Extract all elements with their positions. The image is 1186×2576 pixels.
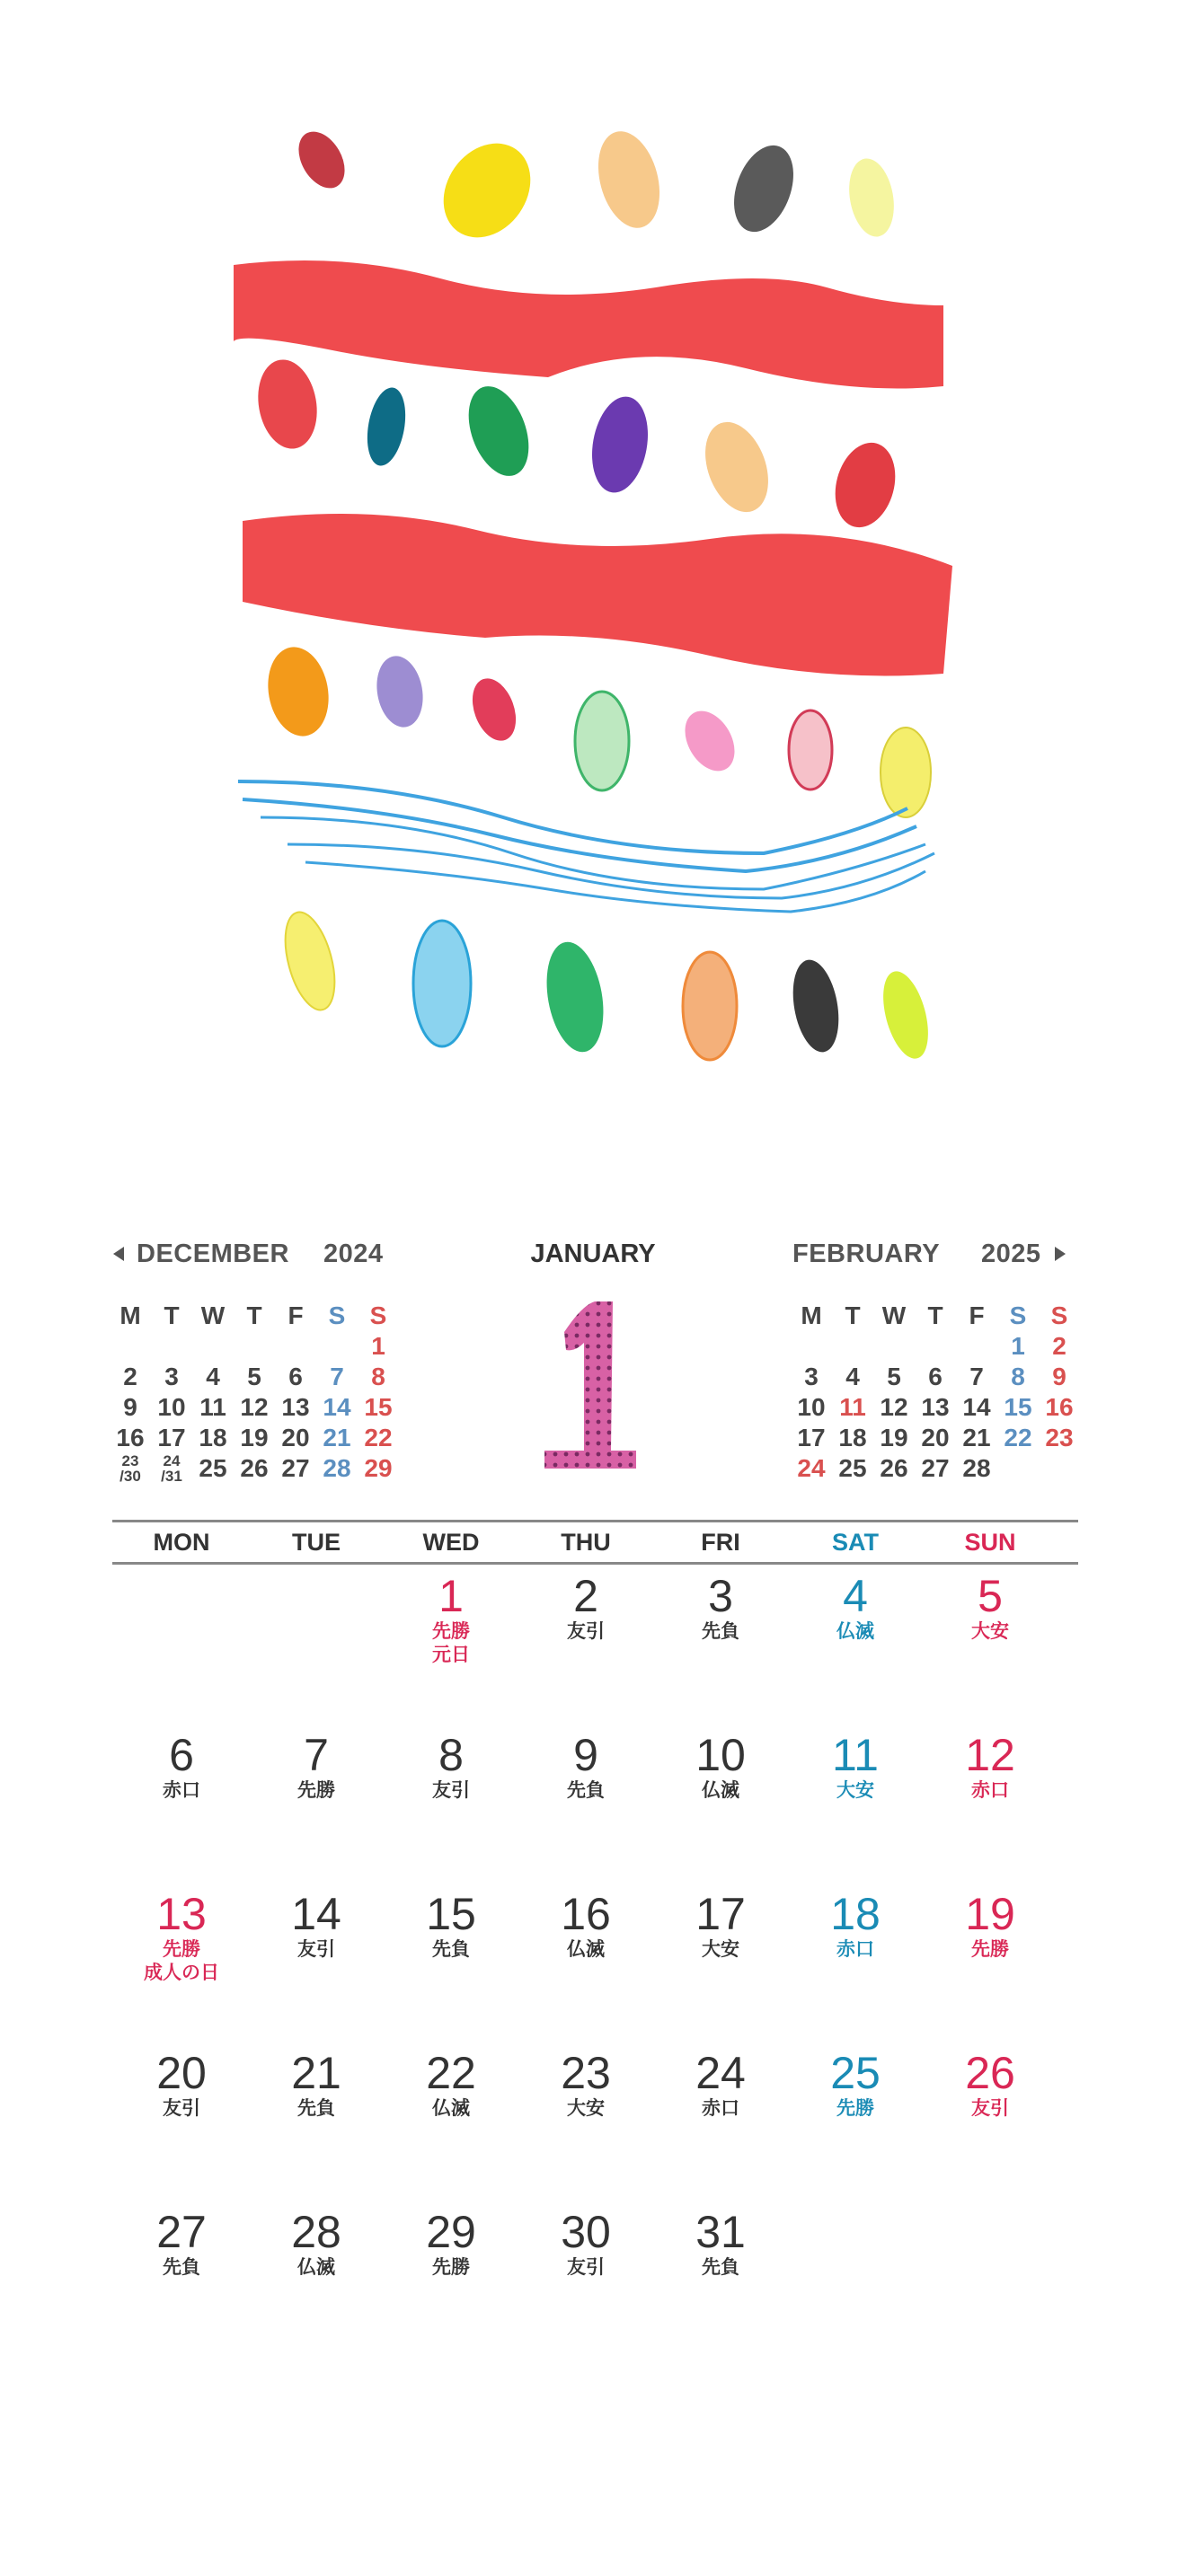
mini-weekday-label: W (200, 1301, 226, 1329)
mini-day: 11 (839, 1393, 866, 1421)
day-number: 16 (561, 1889, 611, 1939)
day-cell[interactable] (788, 2049, 923, 2121)
day-cell[interactable] (653, 1572, 788, 1644)
rokuyo-label: 友引 (971, 2098, 1009, 2119)
rokuyo-label: 仏滅 (836, 1621, 874, 1642)
mini-day: 22 (1004, 1424, 1032, 1451)
day-number: 5 (978, 1571, 1003, 1621)
mini-day: 20 (281, 1424, 310, 1451)
mini-day: 2 (123, 1363, 137, 1390)
mini-weekday-label: T (845, 1301, 861, 1329)
day-number: 14 (291, 1889, 341, 1939)
mini-day: 24 /31 (161, 1452, 182, 1485)
day-cell[interactable] (653, 1890, 788, 1962)
current-month-title: JANUARY (530, 1239, 656, 1268)
rokuyo-label: 友引 (163, 2098, 200, 2119)
day-cell[interactable] (384, 2049, 518, 2121)
mini-day: 7 (330, 1363, 344, 1390)
day-cell[interactable] (384, 1572, 518, 1667)
mini-day: 25 (199, 1454, 227, 1482)
mini-day: 17 (797, 1424, 826, 1451)
mini-day: 14 (323, 1393, 351, 1421)
mini-calendar-header (791, 1238, 1177, 1274)
mini-day: 28 (962, 1454, 991, 1482)
day-cell[interactable] (114, 1890, 249, 1985)
rokuyo-label: 大安 (702, 1939, 739, 1960)
day-number: 15 (426, 1889, 476, 1939)
mini-day: 4 (845, 1363, 860, 1390)
mini-day: 19 (880, 1424, 908, 1451)
rokuyo-label: 先負 (163, 2257, 200, 2278)
rokuyo-label: 先負 (432, 1939, 470, 1960)
mini-weekday-label: M (801, 1301, 822, 1329)
day-number: 23 (561, 2048, 611, 2098)
mini-day: 2 (1052, 1332, 1067, 1360)
mini-day: 6 (288, 1363, 303, 1390)
day-cell[interactable] (518, 2049, 653, 2121)
mini-day: 26 (240, 1454, 269, 1482)
day-cell[interactable] (518, 1731, 653, 1803)
weekday-label: FRI (701, 1529, 740, 1556)
day-number: 10 (695, 1730, 746, 1780)
day-number: 27 (156, 2207, 207, 2257)
mini-day: 18 (199, 1424, 227, 1451)
mini-day: 3 (164, 1363, 179, 1390)
rokuyo-label: 先勝 (432, 1621, 470, 1642)
mini-day: 15 (364, 1393, 393, 1421)
rokuyo-label: 仏滅 (432, 2098, 470, 2119)
day-cell[interactable] (249, 1731, 384, 1803)
day-cell[interactable] (653, 2208, 788, 2280)
mini-day: 5 (247, 1363, 261, 1390)
mini-day: 27 (281, 1454, 310, 1482)
rokuyo-label: 赤口 (702, 2098, 739, 2119)
weekday-label: SUN (964, 1529, 1016, 1556)
rokuyo-label: 赤口 (163, 1780, 200, 1801)
weekday-label: WED (422, 1529, 480, 1556)
mini-day: 25 (838, 1454, 867, 1482)
mini-day: 11 (199, 1393, 226, 1421)
mini-day: 22 (364, 1424, 393, 1451)
day-cell[interactable] (518, 1890, 653, 1962)
mini-day: 26 (880, 1454, 908, 1482)
mini-day: 17 (157, 1424, 186, 1451)
holiday-label: 元日 (432, 1645, 470, 1665)
mini-day: 9 (1052, 1363, 1067, 1390)
artwork-image (207, 99, 997, 1087)
day-number: 13 (156, 1889, 207, 1939)
next-month-arrow-icon[interactable] (1055, 1247, 1066, 1261)
rokuyo-label: 先勝 (971, 1939, 1009, 1960)
weekday-label: SAT (832, 1529, 879, 1556)
mini-day: 9 (123, 1393, 137, 1421)
mini-day: 10 (797, 1393, 826, 1421)
mini-day: 5 (887, 1363, 901, 1390)
rokuyo-label: 先負 (702, 2257, 739, 2278)
day-cell[interactable] (788, 1572, 923, 1644)
day-number: 11 (832, 1730, 879, 1780)
mini-weekday-label: T (246, 1301, 262, 1329)
rokuyo-label: 友引 (567, 1621, 605, 1642)
mini-day: 20 (921, 1424, 950, 1451)
rokuyo-label: 仏滅 (297, 2257, 335, 2278)
rokuyo-label: 先負 (702, 1621, 739, 1642)
day-cell[interactable] (923, 1572, 1058, 1644)
mini-day: 6 (928, 1363, 943, 1390)
mini-day: 16 (1045, 1393, 1074, 1421)
mini-day: 7 (969, 1363, 984, 1390)
mini-day: 3 (804, 1363, 819, 1390)
mini-year: 2024 (323, 1239, 384, 1268)
mini-day: 8 (371, 1363, 385, 1390)
day-cell[interactable] (384, 2208, 518, 2280)
mini-day: 29 (364, 1454, 393, 1482)
day-cell[interactable] (114, 2049, 249, 2121)
day-number: 18 (830, 1889, 881, 1939)
rokuyo-label: 先負 (297, 2098, 335, 2119)
rokuyo-label: 仏滅 (702, 1780, 739, 1801)
mini-day: 12 (240, 1393, 269, 1421)
mini-year: 2025 (981, 1239, 1041, 1268)
rokuyo-label: 友引 (432, 1780, 470, 1801)
mini-day: 19 (240, 1424, 269, 1451)
day-cell[interactable] (249, 2208, 384, 2280)
holiday-label: 成人の日 (144, 1963, 219, 1983)
day-number: 21 (291, 2048, 341, 2098)
mini-day: 1 (371, 1332, 385, 1360)
mini-day: 21 (962, 1424, 991, 1451)
mini-day: 23 /30 (119, 1452, 141, 1485)
mini-month-name: FEBRUARY (792, 1239, 941, 1268)
mini-day: 12 (880, 1393, 908, 1421)
rokuyo-label: 先勝 (297, 1780, 335, 1801)
mini-day: 18 (838, 1424, 867, 1451)
rokuyo-label: 先勝 (163, 1939, 200, 1960)
mini-weekday-label: T (164, 1301, 180, 1329)
mini-weekday-label: F (969, 1301, 985, 1329)
mini-calendar-previous (110, 1238, 496, 1485)
weekday-header (112, 1520, 1078, 1565)
day-number: 19 (965, 1889, 1015, 1939)
day-number: 7 (304, 1730, 329, 1780)
day-cell[interactable] (653, 1731, 788, 1803)
day-cell[interactable] (923, 1890, 1058, 1962)
month-number-icon (539, 1298, 647, 1478)
mini-day: 13 (921, 1393, 950, 1421)
previous-month-arrow-icon[interactable] (113, 1247, 124, 1261)
day-number: 20 (156, 2048, 207, 2098)
day-number: 4 (843, 1571, 868, 1621)
day-number: 1 (438, 1571, 464, 1621)
day-number: 6 (169, 1730, 194, 1780)
weekday-label: MON (153, 1529, 210, 1556)
day-cell[interactable] (923, 2049, 1058, 2121)
weekday-label: THU (561, 1529, 611, 1556)
mini-weekday-label: S (1009, 1301, 1027, 1329)
day-number: 3 (708, 1571, 733, 1621)
rokuyo-label: 赤口 (971, 1780, 1009, 1801)
mini-day: 21 (323, 1424, 351, 1451)
rokuyo-label: 友引 (567, 2257, 605, 2278)
day-cell[interactable] (518, 1572, 653, 1644)
mini-weekday-label: S (328, 1301, 346, 1329)
mini-day: 1 (1011, 1332, 1025, 1360)
mini-weekday-label: T (927, 1301, 943, 1329)
rokuyo-label: 大安 (836, 1780, 874, 1801)
day-number: 26 (965, 2048, 1015, 2098)
mini-day: 23 (1045, 1424, 1074, 1451)
day-number: 2 (573, 1571, 598, 1621)
mini-day: 16 (116, 1424, 145, 1451)
day-number: 9 (573, 1730, 598, 1780)
mini-day: 28 (323, 1454, 351, 1482)
day-cell[interactable] (384, 1890, 518, 1962)
mini-day: 13 (281, 1393, 310, 1421)
day-cell[interactable] (384, 1731, 518, 1803)
day-number: 8 (438, 1730, 464, 1780)
rokuyo-label: 仏滅 (567, 1939, 605, 1960)
day-number: 24 (695, 2048, 746, 2098)
mini-calendar-next (791, 1238, 1177, 1482)
rokuyo-label: 友引 (297, 1939, 335, 1960)
mini-weekday-label: W (881, 1301, 907, 1329)
day-number: 28 (291, 2207, 341, 2257)
day-number: 17 (695, 1889, 746, 1939)
rokuyo-label: 大安 (567, 2098, 605, 2119)
mini-day: 8 (1011, 1363, 1025, 1390)
day-number: 25 (830, 2048, 881, 2098)
mini-day: 14 (962, 1393, 991, 1421)
day-number: 22 (426, 2048, 476, 2098)
rokuyo-label: 先勝 (836, 2098, 874, 2119)
day-number: 31 (695, 2207, 746, 2257)
day-cell[interactable] (788, 1890, 923, 1962)
day-number: 30 (561, 2207, 611, 2257)
rokuyo-label: 大安 (971, 1621, 1009, 1642)
day-number: 12 (965, 1730, 1015, 1780)
rokuyo-label: 先負 (567, 1780, 605, 1801)
day-cell[interactable] (518, 2208, 653, 2280)
day-cell[interactable] (788, 1731, 923, 1803)
mini-weekday-label: F (288, 1301, 304, 1329)
day-number: 29 (426, 2207, 476, 2257)
rokuyo-label: 赤口 (836, 1939, 874, 1960)
mini-month-name: DECEMBER (137, 1239, 289, 1268)
day-cell[interactable] (653, 2049, 788, 2121)
mini-day: 27 (921, 1454, 950, 1482)
day-cell[interactable] (114, 2208, 249, 2280)
mini-day: 10 (157, 1393, 186, 1421)
rokuyo-label: 先勝 (432, 2257, 470, 2278)
day-cell[interactable] (923, 1731, 1058, 1803)
day-cell[interactable] (114, 1731, 249, 1803)
mini-weekday-label: S (369, 1301, 387, 1329)
mini-day: 24 (797, 1454, 826, 1482)
mini-calendar-header (110, 1238, 496, 1274)
mini-day: 15 (1004, 1393, 1032, 1421)
weekday-label: TUE (292, 1529, 341, 1556)
day-cell[interactable] (249, 2049, 384, 2121)
day-cell[interactable] (249, 1890, 384, 1962)
mini-weekday-label: S (1050, 1301, 1068, 1329)
mini-day: 4 (206, 1363, 220, 1390)
mini-weekday-label: M (119, 1301, 141, 1329)
